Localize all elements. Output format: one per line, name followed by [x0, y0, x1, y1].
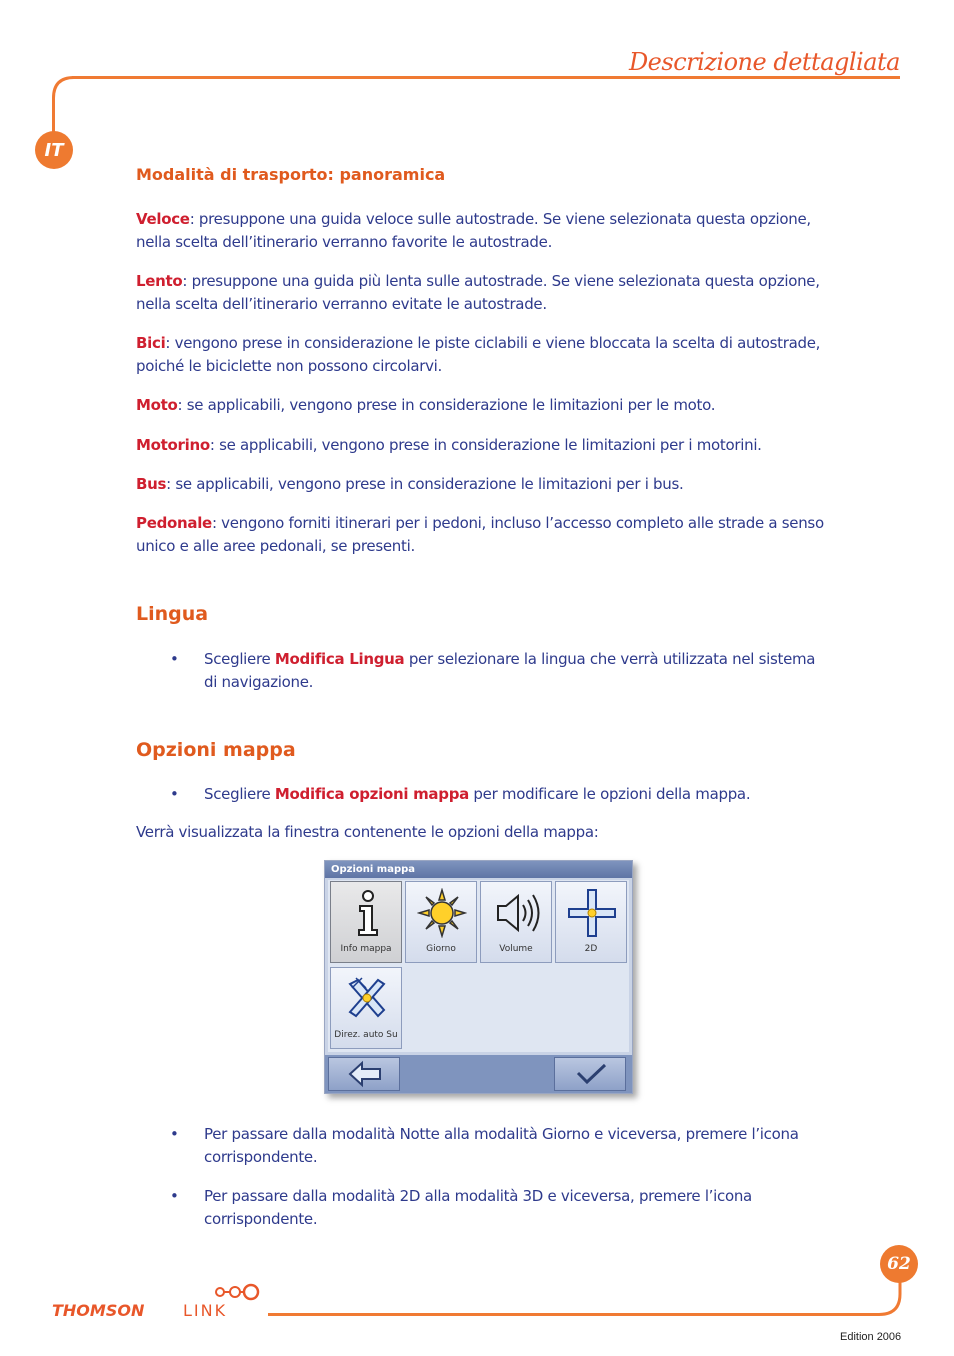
tile-label: 2D	[584, 944, 598, 954]
thomson-link-logo	[52, 1282, 268, 1322]
page-header-title: Descrizione dettagliata	[628, 48, 900, 76]
tile-label: Direz. auto Su	[334, 1030, 398, 1040]
svg-text:LINK: LINK	[183, 1301, 228, 1320]
back-arrow-icon	[347, 1060, 383, 1088]
footer-corner-curve	[873, 1280, 903, 1320]
tile-label: Volume	[499, 944, 533, 954]
bullet-text	[204, 783, 844, 806]
bullet-text: Per passare dalla modalità 2D alla modalità 3D e viceversa, premere l’icona corrispondente.	[204, 1187, 752, 1228]
term-description: : vengono prese in considerazione le piste ciclabili e viene bloccata la scelta di autostrade, poiché le biciclette non possono circolarvi.	[136, 334, 821, 375]
mappa-intro: Verrà visualizzata la finestra contenente le opzioni della mappa:	[136, 823, 599, 841]
term-label: Moto	[136, 396, 178, 414]
bullet-post: per modificare le opzioni della mappa.	[468, 785, 751, 803]
term-label: Bus	[136, 475, 167, 493]
screenshot-title: Opzioni mappa	[325, 861, 632, 878]
header-rule	[72, 76, 900, 79]
language-badge: IT	[35, 131, 73, 169]
term-description: : se applicabili, vengono prese in considerazione le limitazioni per le moto.	[177, 396, 716, 414]
bullet-dot: •	[170, 1125, 179, 1143]
term-label: Pedonale	[136, 514, 212, 532]
speaker-icon	[492, 888, 542, 938]
tile-label: Giorno	[426, 944, 456, 954]
term-label: Motorino	[136, 436, 210, 454]
transport-item-veloce	[136, 208, 826, 254]
term-description: : presuppone una guida più lenta sulle autostrade. Se viene selezionata questa opzione, nella scelta dell’itinerario verranno evitate le autostrade.	[136, 272, 820, 313]
edition-label: Edition 2006	[840, 1331, 902, 1343]
header-corner-curve	[50, 76, 76, 136]
bullet-command: Modifica opzioni mappa	[274, 785, 469, 803]
bullet-text	[204, 648, 824, 694]
bullet-post: per selezionare la lingua che verrà utilizzata nel sistema di navigazione.	[204, 650, 816, 691]
term-label: Veloce	[136, 210, 190, 228]
term-description: : se applicabili, vengono prese in considerazione le limitazioni per i bus.	[166, 475, 684, 493]
tile-giorno[interactable]	[405, 881, 477, 963]
transport-item-lento	[136, 270, 826, 316]
bullet-command: Modifica Lingua	[274, 650, 405, 668]
tile-2d[interactable]	[555, 881, 627, 963]
svg-text:THOMSON: THOMSON	[52, 1301, 145, 1320]
bullet-text: Per passare dalla modalità Notte alla modalità Giorno e viceversa, premere l’icona corrispondente.	[204, 1125, 799, 1166]
bullet-pre: Scegliere	[204, 785, 275, 803]
term-description: : vengono forniti itinerari per i pedoni, incluso l’accesso completo alle strade a senso unico e alle aree pedonali, se presenti.	[136, 514, 824, 555]
transport-heading: Modalità di trasporto: panoramica	[136, 165, 446, 184]
footer-rule	[268, 1313, 875, 1316]
tile-direz-auto-su[interactable]	[330, 967, 402, 1049]
term-description: : se applicabili, vengono prese in considerazione le limitazioni per i motorini.	[209, 436, 762, 454]
transport-item-moto	[136, 394, 826, 417]
transport-item-bus	[136, 473, 826, 496]
bullet-dot: •	[170, 785, 179, 803]
map-options-screenshot	[324, 860, 633, 1094]
tile-volume[interactable]	[480, 881, 552, 963]
sun-icon	[417, 888, 467, 938]
transport-item-pedonale	[136, 512, 826, 558]
confirm-button[interactable]	[554, 1057, 626, 1091]
mappa-heading: Opzioni mappa	[136, 739, 296, 761]
term-label: Lento	[136, 272, 183, 290]
screenshot-bottom-bar	[325, 1055, 632, 1093]
back-button[interactable]	[328, 1057, 400, 1091]
lingua-heading: Lingua	[136, 603, 209, 625]
cross-2d-icon	[567, 888, 617, 938]
checkmark-icon	[573, 1060, 609, 1088]
bullet-dot: •	[170, 1187, 179, 1205]
transport-item-bici	[136, 332, 826, 378]
page-number-badge: 62	[880, 1245, 918, 1283]
compass-icon	[342, 974, 392, 1024]
bullet-pre: Scegliere	[204, 650, 275, 668]
term-description: : presuppone una guida veloce sulle autostrade. Se viene selezionata questa opzione, nella scelta dell’itinerario verranno favorite le autostrade.	[136, 210, 811, 251]
bullet-dot: •	[170, 650, 179, 668]
term-label: Bici	[136, 334, 166, 352]
tile-label: Info mappa	[340, 944, 392, 954]
tile-info-mappa[interactable]	[330, 881, 402, 963]
screenshot-tile-area	[328, 880, 629, 1052]
transport-item-motorino	[136, 434, 826, 457]
info-icon	[342, 888, 392, 938]
